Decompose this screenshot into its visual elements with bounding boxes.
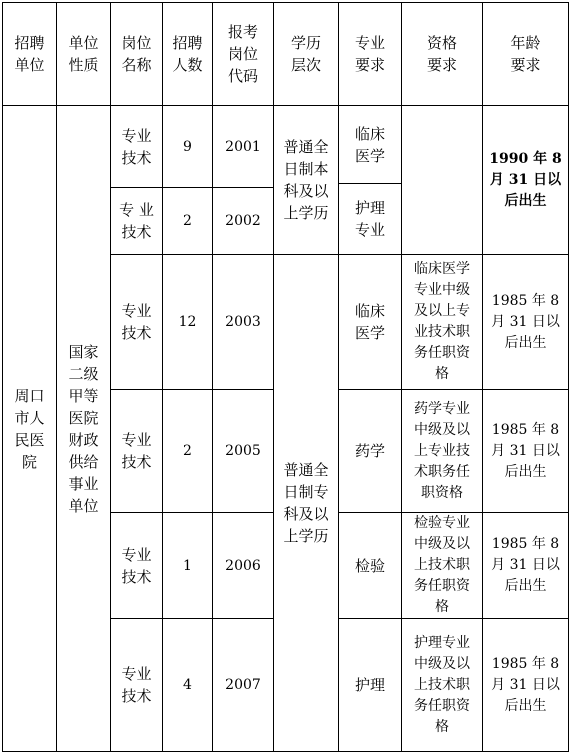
- table-row-4-count: 2: [183, 443, 192, 459]
- table-row-3-major: 临床 医学: [354, 302, 385, 342]
- table-row-3-qualification: 临床医学 专业中级 及以上专 业技术职 务任职资 格: [414, 261, 470, 382]
- header-qualification: 资格 要求: [426, 34, 457, 74]
- table-row-1-code: 2001: [225, 138, 261, 155]
- table-row-6-age: 1985 年 8 月 31 日以 后出生: [491, 655, 560, 714]
- header-major: 专业 要求: [354, 34, 385, 74]
- table-row-3-post-name: 专业 技术: [121, 302, 152, 342]
- table-row-2-post-name: 专 业 技术: [119, 201, 154, 241]
- table-row-5-post-name: 专业 技术: [121, 545, 152, 586]
- header-education: 学历 层次: [290, 34, 321, 74]
- header-nature: 单位 性质: [68, 34, 99, 74]
- nature-cell: 国家 二级 甲等 医院 财政 供给 事业 单位: [68, 342, 99, 515]
- unit-cell: 周口 市人 民医 院: [14, 386, 45, 471]
- table-row-4-major: 药学: [354, 442, 385, 460]
- table-row-1-major: 临床 医学: [354, 124, 385, 165]
- table-row-6-code: 2007: [225, 677, 261, 693]
- table-row-6-qualification: 护理专业 中级及以 上技术职 务任职资 格: [414, 634, 470, 735]
- age-cell-group1: 1990 年 8 月 31 日以 后出生: [489, 150, 562, 209]
- table-row-5-code: 2006: [225, 557, 261, 574]
- table-row-4-code: 2005: [225, 443, 261, 459]
- table-row-3-age: 1985 年 8 月 31 日以 后出生: [491, 292, 560, 351]
- table-row-6-post-name: 专业 技术: [121, 665, 152, 705]
- header-age: 年龄 要求: [510, 34, 541, 74]
- table-row-6-major: 护理: [354, 676, 385, 694]
- table-row-1-count: 9: [183, 138, 192, 155]
- table-row-3-code: 2003: [225, 314, 261, 330]
- table-row-2-major: 护理 专业: [354, 199, 385, 239]
- table-row-4-qualification: 药学专业 中级及以 上专业技 术职务任 职资格: [414, 400, 470, 501]
- table-row-5-qualification: 检验专业 中级及以 上技术职 务任职资 格: [414, 515, 470, 615]
- table-row-4-age: 1985 年 8 月 31 日以 后出生: [491, 421, 560, 480]
- header-count: 招聘 人数: [172, 34, 203, 74]
- table-row-5-count: 1: [183, 557, 192, 574]
- table-row-3-count: 12: [178, 314, 197, 330]
- education-cell-group1: 普通全 日制本 科及以 上学历: [283, 138, 329, 222]
- header-unit: 招聘 单位: [14, 34, 45, 74]
- table-row-2-code: 2002: [225, 213, 261, 229]
- table-row-6-count: 4: [183, 677, 192, 693]
- table-row-5-major: 检验: [354, 556, 385, 575]
- table-row-5-age: 1985 年 8 月 31 日以 后出生: [491, 536, 560, 594]
- table-row-1-post-name: 专业 技术: [121, 126, 152, 167]
- header-code: 报考 岗位 代码: [227, 23, 258, 85]
- table-row-4-post-name: 专业 技术: [121, 431, 152, 471]
- table-row-2-count: 2: [183, 213, 192, 229]
- header-post-name: 岗位 名称: [121, 34, 152, 74]
- education-cell-group2: 普通全 日制专 科及以 上学历: [283, 461, 329, 545]
